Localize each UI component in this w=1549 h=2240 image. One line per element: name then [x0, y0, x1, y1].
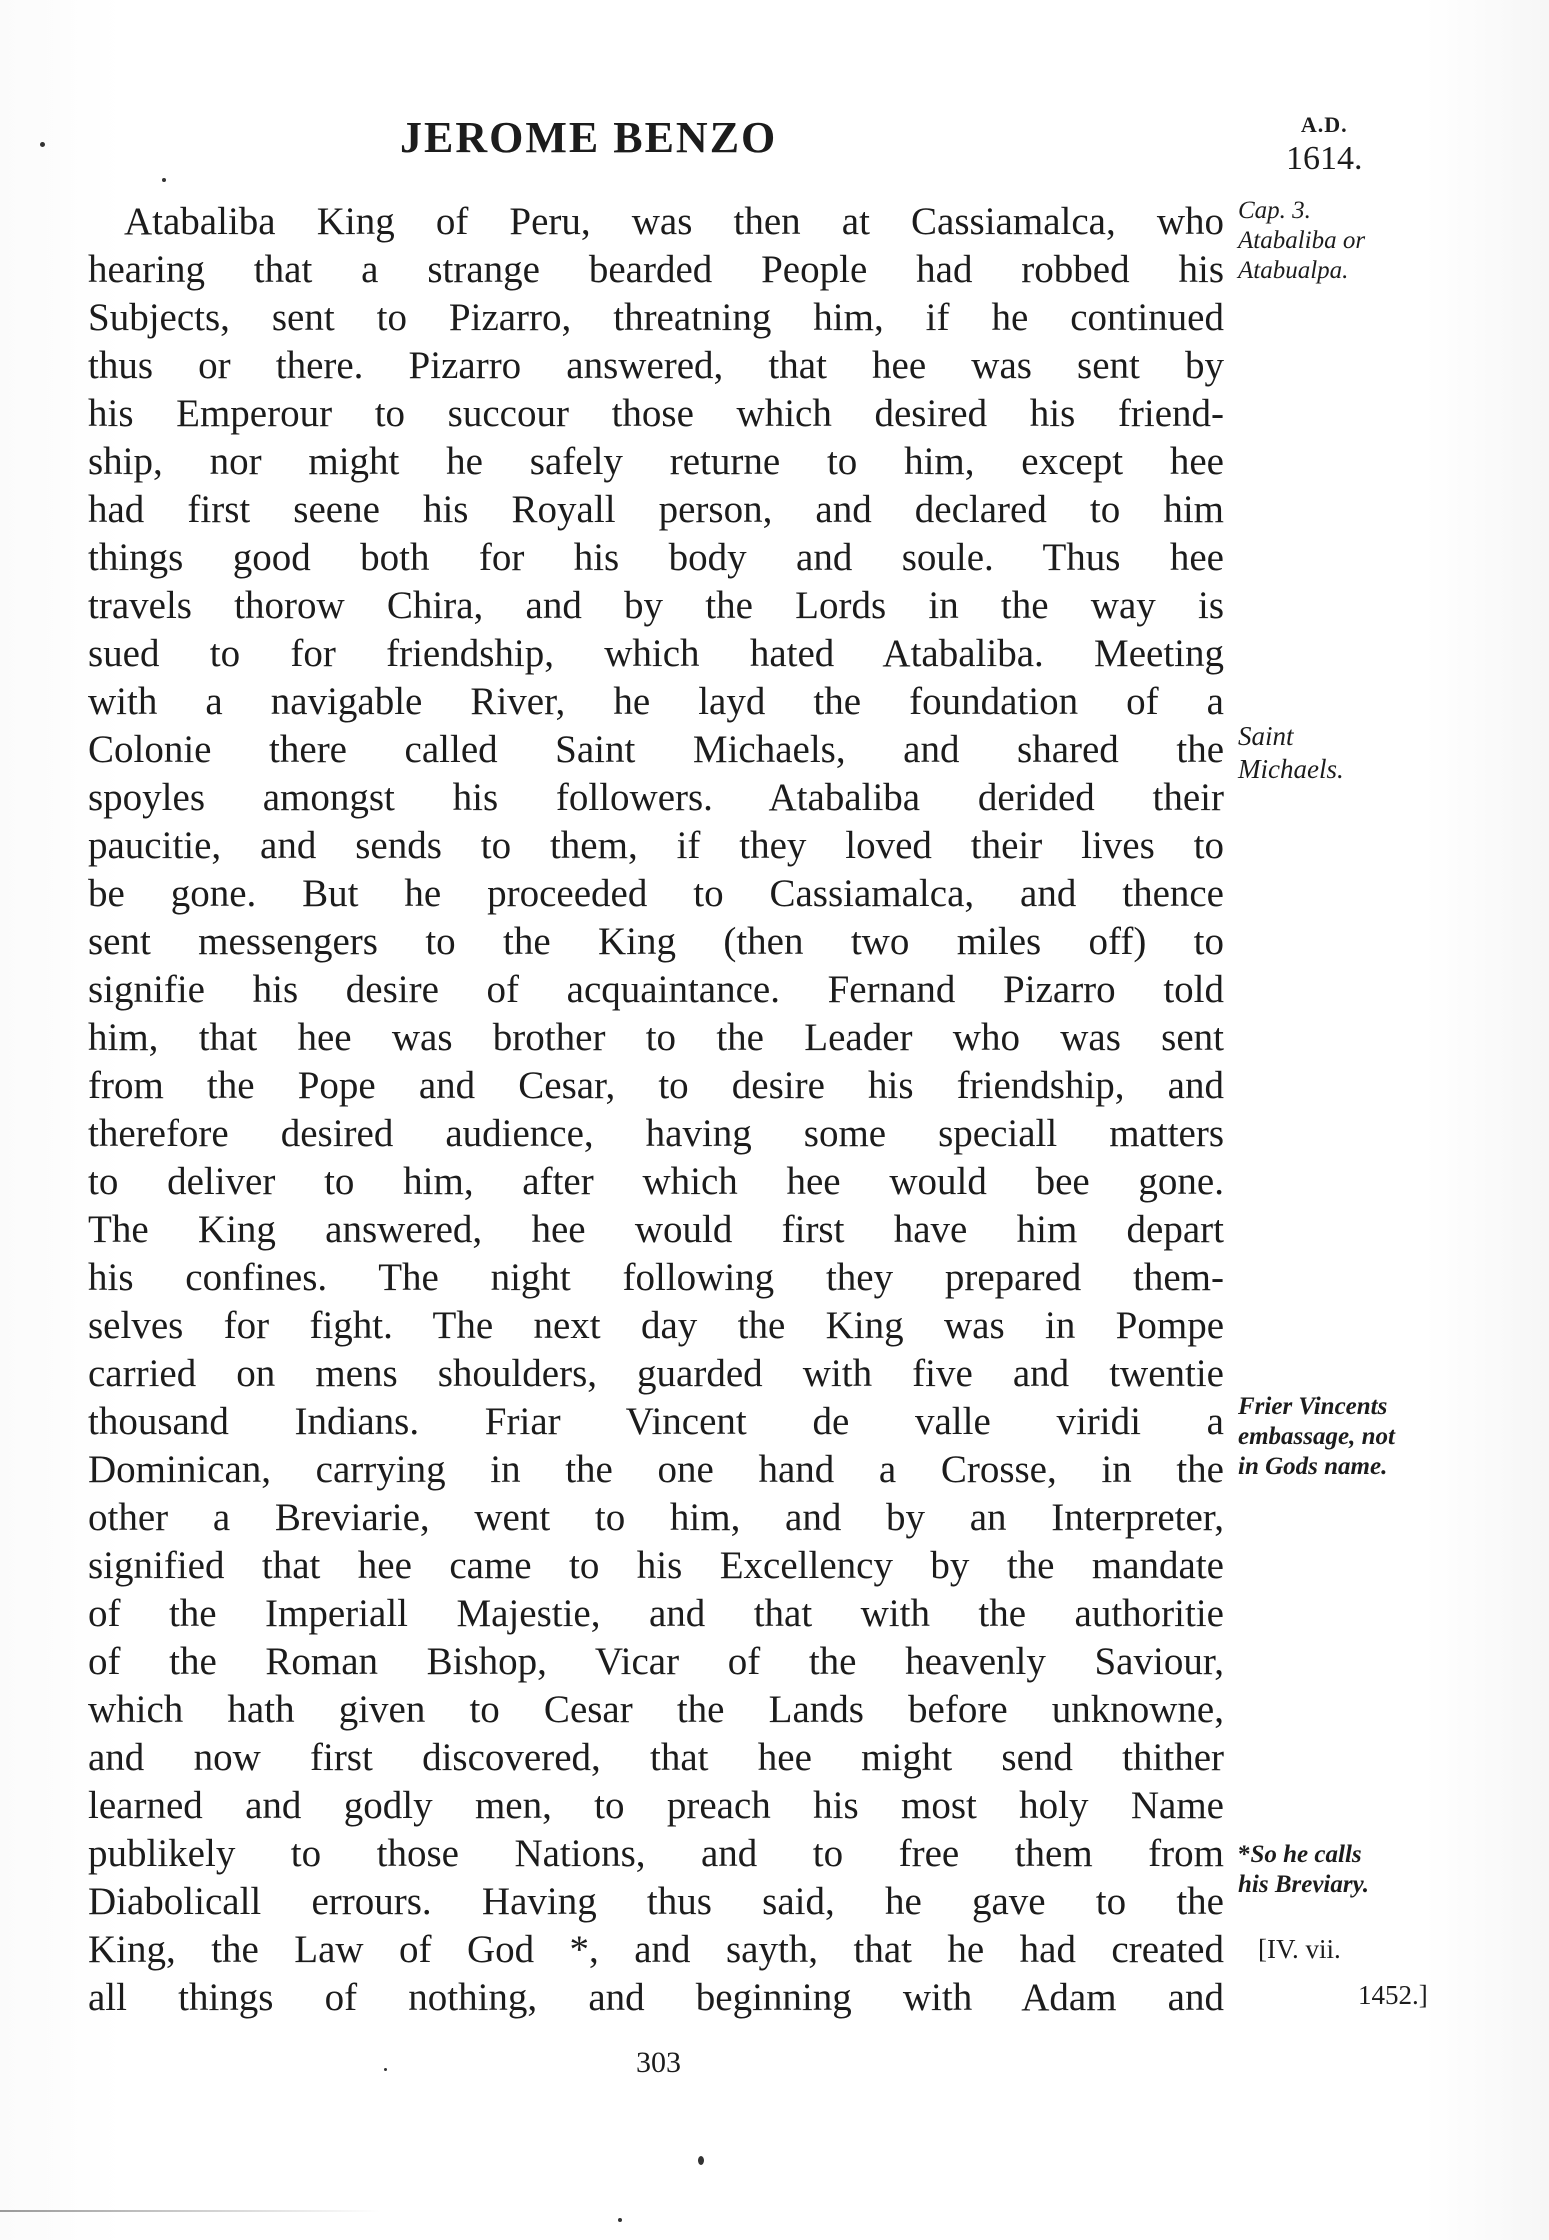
text-line: signified that hee came to his Excellency by the mandate — [88, 1544, 1224, 1587]
marginal-note-line: Atabualpa. — [1238, 257, 1349, 284]
text-line: from the Pope and Cesar, to desire his friendship, and — [88, 1064, 1224, 1107]
text-line: him, that hee was brother to the Leader who was sent — [88, 1016, 1224, 1059]
text-line: which hath given to Cesar the Lands before unknowne, — [88, 1688, 1224, 1731]
marginal-note-line: * So he calls — [1238, 1840, 1369, 1870]
print-speck — [162, 178, 166, 182]
text-line: Atabaliba King of Peru, was then at Cassiamalca, who — [124, 200, 1224, 243]
text-line: Subjects, sent to Pizarro, threatning him, if he continued — [88, 296, 1224, 339]
text-line: sued to for friendship, which hated Atabaliba. Meeting — [88, 632, 1224, 675]
text-line: selves for fight. The next day the King was in Pompe — [88, 1304, 1224, 1347]
text-line: learned and godly men, to preach his most holy Name — [88, 1784, 1224, 1827]
marginal-note-line: Frier Vincents — [1238, 1393, 1388, 1420]
text-line: spoyles amongst his followers. Atabaliba derided their — [88, 776, 1224, 819]
marginal-note-saint-michaels — [1238, 720, 1344, 786]
marginal-note-line: his Breviary. — [1238, 1871, 1370, 1898]
text-line: paucitie, and sends to them, if they loved their lives to — [88, 824, 1224, 867]
text-line: Dominican, carrying in the one hand a Crosse, in the — [88, 1448, 1224, 1491]
text-line: and now first discovered, that hee might send thither — [88, 1736, 1224, 1779]
text-line: had first seene his Royall person, and declared to him — [88, 488, 1224, 531]
print-speck — [618, 2218, 622, 2222]
text-line: The King answered, hee would first have him depart — [88, 1208, 1224, 1251]
page-number: 303 — [636, 2046, 681, 2079]
text-line: thousand Indians. Friar Vincent de valle viridi a — [88, 1400, 1224, 1443]
print-speck — [384, 2068, 387, 2071]
text-line: signifie his desire of acquaintance. Fernand Pizarro told — [88, 968, 1224, 1011]
running-head-title: JEROME BENZO — [400, 113, 778, 162]
marginal-note-chapter — [1238, 196, 1365, 286]
marginal-note-line: Saint — [1238, 721, 1294, 751]
text-line: Diabolicall errours. Having thus said, he gave to the — [88, 1880, 1224, 1923]
text-line: King, the Law of God *, and sayth, that he had created — [88, 1928, 1224, 1971]
text-line: sent messengers to the King (then two miles off) to — [88, 920, 1224, 963]
marginal-note-line: Cap. 3. — [1238, 197, 1311, 224]
text-line: things good both for his body and soule. Thus hee — [88, 536, 1224, 579]
original-ref-line: [IV. vii. — [1258, 1934, 1341, 1964]
year-marker — [1286, 112, 1363, 178]
text-line: therefore desired audience, having some speciall matters — [88, 1112, 1224, 1155]
text-line: with a navigable River, he layd the foundation of a — [88, 680, 1224, 723]
text-line: his confines. The night following they prepared them- — [88, 1256, 1224, 1299]
text-line: other a Breviarie, went to him, and by an Interpreter, — [88, 1496, 1224, 1539]
text-line: his Emperour to succour those which desired his friend- — [88, 392, 1224, 435]
text-line: travels thorow Chira, and by the Lords in the way is — [88, 584, 1224, 627]
text-line: publikely to those Nations, and to free them from — [88, 1832, 1224, 1875]
print-speck — [40, 142, 45, 147]
text-line: of the Imperiall Majestie, and that with the authoritie — [88, 1592, 1224, 1635]
body-text — [88, 198, 1224, 2022]
text-line: Colonie there called Saint Michaels, and shared the — [88, 728, 1224, 771]
marginal-note-line: Atabaliba or — [1238, 227, 1366, 254]
page-edge-line — [0, 2210, 380, 2212]
original-page-reference — [1258, 1926, 1428, 2018]
marginal-note-line: embassage, not — [1238, 1423, 1395, 1450]
text-line: ship, nor might he safely returne to him, except hee — [88, 440, 1224, 483]
text-line: to deliver to him, after which hee would bee gone. — [88, 1160, 1224, 1203]
marginal-note-line: in Gods name. — [1238, 1453, 1388, 1480]
print-speck — [698, 2156, 704, 2165]
year-label: A.D. — [1300, 112, 1348, 137]
text-line: all things of nothing, and beginning with Adam and — [88, 1976, 1224, 2019]
year-value: 1614. — [1286, 140, 1363, 177]
marginal-note-line: Michaels. — [1238, 754, 1344, 784]
text-line: carried on mens shoulders, guarded with five and twentie — [88, 1352, 1224, 1395]
marginal-note-breviary — [1238, 1840, 1369, 1900]
marginal-note-frier-vincent — [1238, 1392, 1395, 1482]
text-line: of the Roman Bishop, Vicar of the heavenly Saviour, — [88, 1640, 1224, 1683]
text-line: be gone. But he proceeded to Cassiamalca, and thence — [88, 872, 1224, 915]
text-line: thus or there. Pizarro answered, that hee was sent by — [88, 344, 1224, 387]
text-line: hearing that a strange bearded People had robbed his — [88, 248, 1224, 291]
original-ref-line: 1452.] — [1358, 1980, 1428, 2010]
